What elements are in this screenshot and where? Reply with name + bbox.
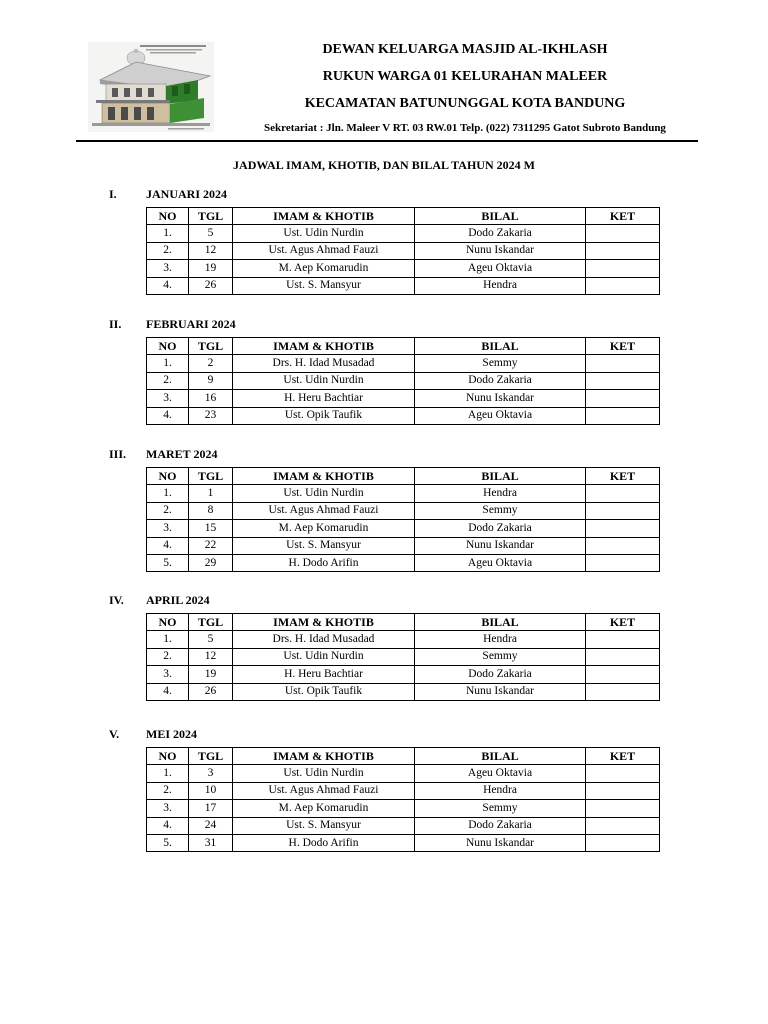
document-title: JADWAL IMAM, KHOTIB, DAN BILAL TAHUN 2024 M xyxy=(233,158,535,172)
table-row xyxy=(147,648,660,665)
month-name: JANUARI 2024 xyxy=(146,187,227,201)
month-section xyxy=(0,187,768,292)
table-row xyxy=(147,554,660,571)
row-number: 5. xyxy=(147,554,189,571)
table-row xyxy=(147,390,660,407)
row-number: 3. xyxy=(147,666,189,683)
ket-cell xyxy=(586,242,660,259)
date-cell: 5 xyxy=(189,631,233,648)
bilal-cell: Ageu Oktavia xyxy=(415,407,586,424)
column-header: TGL xyxy=(189,468,233,485)
date-cell: 22 xyxy=(189,537,233,554)
month-name: FEBRUARI 2024 xyxy=(146,317,236,331)
imam-khotib-cell: Ust. Udin Nurdin xyxy=(233,485,415,502)
column-header: BILAL xyxy=(415,748,586,765)
month-number: II. xyxy=(109,317,122,331)
date-cell: 26 xyxy=(189,683,233,700)
date-cell: 26 xyxy=(189,277,233,294)
imam-khotib-cell: Ust. Udin Nurdin xyxy=(233,648,415,665)
imam-khotib-cell: Ust. S. Mansyur xyxy=(233,817,415,834)
ket-cell xyxy=(586,407,660,424)
bilal-cell: Nunu Iskandar xyxy=(415,242,586,259)
row-number: 3. xyxy=(147,520,189,537)
date-cell: 3 xyxy=(189,765,233,782)
org-district: KECAMATAN BATUNUNGGAL KOTA BANDUNG xyxy=(304,96,626,111)
secretariat-address: Sekretariat : Jln. Maleer V RT. 03 RW.01 Telp. (022) 7311295 Gatot Subroto Bandung xyxy=(264,122,666,134)
month-number: IV. xyxy=(109,593,124,607)
imam-khotib-cell: H. Heru Bachtiar xyxy=(233,666,415,683)
imam-khotib-cell: Ust. Opik Taufik xyxy=(233,407,415,424)
bilal-cell: Hendra xyxy=(415,782,586,799)
ket-cell xyxy=(586,520,660,537)
date-cell: 1 xyxy=(189,485,233,502)
ket-cell xyxy=(586,765,660,782)
date-cell: 19 xyxy=(189,666,233,683)
table-header-row xyxy=(147,748,660,765)
month-number: V. xyxy=(109,727,120,741)
table-row xyxy=(147,817,660,834)
row-number: 1. xyxy=(147,355,189,372)
table-header-row xyxy=(147,338,660,355)
schedule-table xyxy=(146,337,660,425)
imam-khotib-cell: H. Dodo Arifin xyxy=(233,554,415,571)
table-row xyxy=(147,800,660,817)
date-cell: 19 xyxy=(189,260,233,277)
date-cell: 12 xyxy=(189,648,233,665)
month-heading xyxy=(0,187,768,203)
month-heading xyxy=(0,447,768,463)
bilal-cell: Nunu Iskandar xyxy=(415,683,586,700)
imam-khotib-cell: M. Aep Komarudin xyxy=(233,520,415,537)
row-number: 2. xyxy=(147,372,189,389)
ket-cell xyxy=(586,782,660,799)
date-cell: 12 xyxy=(189,242,233,259)
table-row xyxy=(147,260,660,277)
bilal-cell: Semmy xyxy=(415,502,586,519)
month-name: APRIL 2024 xyxy=(146,593,210,607)
imam-khotib-cell: Ust. Udin Nurdin xyxy=(233,765,415,782)
bilal-cell: Hendra xyxy=(415,631,586,648)
imam-khotib-cell: Ust. Agus Ahmad Fauzi xyxy=(233,242,415,259)
row-number: 1. xyxy=(147,631,189,648)
table-row xyxy=(147,485,660,502)
row-number: 3. xyxy=(147,390,189,407)
month-section xyxy=(0,593,768,698)
row-number: 4. xyxy=(147,277,189,294)
column-header: TGL xyxy=(189,208,233,225)
column-header: IMAM & KHOTIB xyxy=(233,208,415,225)
month-section xyxy=(0,447,768,569)
table-row xyxy=(147,782,660,799)
date-cell: 29 xyxy=(189,554,233,571)
row-number: 3. xyxy=(147,800,189,817)
date-cell: 5 xyxy=(189,225,233,242)
bilal-cell: Nunu Iskandar xyxy=(415,834,586,851)
table-row xyxy=(147,372,660,389)
table-row xyxy=(147,631,660,648)
column-header: BILAL xyxy=(415,614,586,631)
column-header: TGL xyxy=(189,614,233,631)
schedule-table xyxy=(146,747,660,852)
table-row xyxy=(147,242,660,259)
month-heading xyxy=(0,317,768,333)
row-number: 2. xyxy=(147,502,189,519)
date-cell: 8 xyxy=(189,502,233,519)
row-number: 5. xyxy=(147,834,189,851)
column-header: NO xyxy=(147,614,189,631)
ket-cell xyxy=(586,277,660,294)
org-rw: RUKUN WARGA 01 KELURAHAN MALEER xyxy=(322,69,608,84)
month-heading xyxy=(0,727,768,743)
mosque-logo xyxy=(88,42,214,132)
date-cell: 16 xyxy=(189,390,233,407)
schedule-table xyxy=(146,207,660,295)
imam-khotib-cell: M. Aep Komarudin xyxy=(233,800,415,817)
month-name: MARET 2024 xyxy=(146,447,218,461)
column-header: BILAL xyxy=(415,468,586,485)
imam-khotib-cell: Ust. Agus Ahmad Fauzi xyxy=(233,502,415,519)
table-header-row xyxy=(147,468,660,485)
imam-khotib-cell: Drs. H. Idad Musadad xyxy=(233,631,415,648)
table-row xyxy=(147,355,660,372)
ket-cell xyxy=(586,537,660,554)
month-number: III. xyxy=(109,447,127,461)
column-header: TGL xyxy=(189,748,233,765)
ket-cell xyxy=(586,666,660,683)
table-header-row xyxy=(147,614,660,631)
table-row xyxy=(147,225,660,242)
ket-cell xyxy=(586,631,660,648)
row-number: 4. xyxy=(147,537,189,554)
date-cell: 17 xyxy=(189,800,233,817)
letterhead-divider xyxy=(76,140,698,142)
imam-khotib-cell: H. Heru Bachtiar xyxy=(233,390,415,407)
ket-cell xyxy=(586,554,660,571)
table-row xyxy=(147,683,660,700)
ket-cell xyxy=(586,372,660,389)
imam-khotib-cell: Ust. Udin Nurdin xyxy=(233,372,415,389)
bilal-cell: Hendra xyxy=(415,485,586,502)
bilal-cell: Semmy xyxy=(415,800,586,817)
schedule-table xyxy=(146,467,660,572)
ket-cell xyxy=(586,800,660,817)
ket-cell xyxy=(586,225,660,242)
table-row xyxy=(147,407,660,424)
row-number: 2. xyxy=(147,782,189,799)
column-header: NO xyxy=(147,748,189,765)
table-row xyxy=(147,502,660,519)
table-row xyxy=(147,277,660,294)
date-cell: 15 xyxy=(189,520,233,537)
imam-khotib-cell: Ust. Opik Taufik xyxy=(233,683,415,700)
ket-cell xyxy=(586,355,660,372)
row-number: 2. xyxy=(147,242,189,259)
bilal-cell: Dodo Zakaria xyxy=(415,817,586,834)
bilal-cell: Dodo Zakaria xyxy=(415,666,586,683)
bilal-cell: Nunu Iskandar xyxy=(415,537,586,554)
row-number: 1. xyxy=(147,765,189,782)
table-row xyxy=(147,520,660,537)
table-row xyxy=(147,666,660,683)
imam-khotib-cell: Drs. H. Idad Musadad xyxy=(233,355,415,372)
date-cell: 31 xyxy=(189,834,233,851)
table-row xyxy=(147,537,660,554)
column-header: NO xyxy=(147,468,189,485)
column-header: KET xyxy=(586,748,660,765)
column-header: NO xyxy=(147,208,189,225)
month-number: I. xyxy=(109,187,117,201)
month-section xyxy=(0,317,768,422)
date-cell: 2 xyxy=(189,355,233,372)
row-number: 1. xyxy=(147,485,189,502)
schedule-table xyxy=(146,613,660,701)
bilal-cell: Dodo Zakaria xyxy=(415,520,586,537)
imam-khotib-cell: Ust. S. Mansyur xyxy=(233,537,415,554)
bilal-cell: Hendra xyxy=(415,277,586,294)
column-header: BILAL xyxy=(415,208,586,225)
bilal-cell: Dodo Zakaria xyxy=(415,372,586,389)
ket-cell xyxy=(586,683,660,700)
letterhead xyxy=(230,40,700,134)
bilal-cell: Semmy xyxy=(415,648,586,665)
column-header: IMAM & KHOTIB xyxy=(233,338,415,355)
row-number: 4. xyxy=(147,407,189,424)
ket-cell xyxy=(586,817,660,834)
column-header: TGL xyxy=(189,338,233,355)
column-header: KET xyxy=(586,338,660,355)
bilal-cell: Dodo Zakaria xyxy=(415,225,586,242)
bilal-cell: Ageu Oktavia xyxy=(415,765,586,782)
table-header-row xyxy=(147,208,660,225)
ket-cell xyxy=(586,648,660,665)
row-number: 1. xyxy=(147,225,189,242)
column-header: IMAM & KHOTIB xyxy=(233,748,415,765)
table-row xyxy=(147,765,660,782)
bilal-cell: Semmy xyxy=(415,355,586,372)
imam-khotib-cell: Ust. S. Mansyur xyxy=(233,277,415,294)
column-header: NO xyxy=(147,338,189,355)
row-number: 3. xyxy=(147,260,189,277)
column-header: BILAL xyxy=(415,338,586,355)
row-number: 4. xyxy=(147,683,189,700)
column-header: IMAM & KHOTIB xyxy=(233,614,415,631)
org-name: DEWAN KELUARGA MASJID AL-IKHLASH xyxy=(322,42,608,57)
imam-khotib-cell: Ust. Udin Nurdin xyxy=(233,225,415,242)
imam-khotib-cell: Ust. Agus Ahmad Fauzi xyxy=(233,782,415,799)
month-name: MEI 2024 xyxy=(146,727,197,741)
column-header: KET xyxy=(586,208,660,225)
imam-khotib-cell: M. Aep Komarudin xyxy=(233,260,415,277)
date-cell: 9 xyxy=(189,372,233,389)
ket-cell xyxy=(586,834,660,851)
ket-cell xyxy=(586,390,660,407)
month-section xyxy=(0,727,768,849)
ket-cell xyxy=(586,502,660,519)
ket-cell xyxy=(586,485,660,502)
ket-cell xyxy=(586,260,660,277)
column-header: KET xyxy=(586,468,660,485)
bilal-cell: Nunu Iskandar xyxy=(415,390,586,407)
column-header: IMAM & KHOTIB xyxy=(233,468,415,485)
row-number: 4. xyxy=(147,817,189,834)
month-heading xyxy=(0,593,768,609)
date-cell: 24 xyxy=(189,817,233,834)
date-cell: 10 xyxy=(189,782,233,799)
bilal-cell: Ageu Oktavia xyxy=(415,260,586,277)
row-number: 2. xyxy=(147,648,189,665)
date-cell: 23 xyxy=(189,407,233,424)
imam-khotib-cell: H. Dodo Arifin xyxy=(233,834,415,851)
table-row xyxy=(147,834,660,851)
bilal-cell: Ageu Oktavia xyxy=(415,554,586,571)
column-header: KET xyxy=(586,614,660,631)
